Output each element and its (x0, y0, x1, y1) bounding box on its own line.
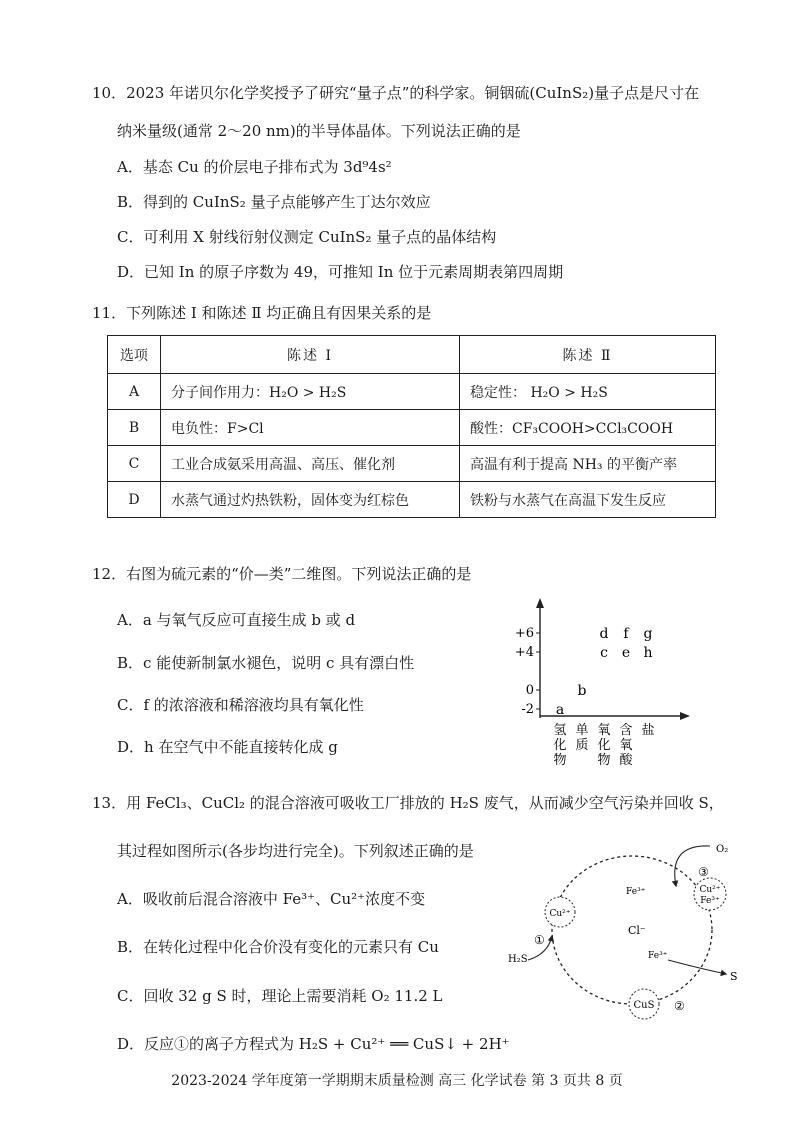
cu2-node-label: Cu²⁺ (549, 909, 571, 919)
x-category-label: 氢化物 (553, 723, 567, 768)
x-axis-arrow (680, 712, 690, 720)
y-tick-label: +4 (514, 645, 534, 660)
chart-point-h: h (643, 645, 653, 661)
q11-stem: 11．下列陈述 Ⅰ 和陈述 Ⅱ 均正确且有因果关系的是 (92, 304, 432, 322)
chart-point-d: d (599, 626, 609, 642)
table-row (108, 482, 716, 518)
q13-stem-line2: 其过程如图所示(各步均进行完全)。下列叙述正确的是 (117, 842, 474, 860)
o2-label: O₂ (716, 844, 729, 855)
table-cell-option: D (108, 482, 161, 518)
x-category-label: 含氧酸 (619, 723, 633, 768)
cl-label: Cl⁻ (628, 924, 646, 937)
table-cell-option: B (108, 410, 161, 446)
chart-point-b: b (577, 683, 587, 699)
table-cell-statement-2: 稳定性： H₂O > H₂S (460, 374, 716, 410)
page-footer: 2023-2024 学年度第一学期期末质量检测 高三 化学试卷 第 3 页共 8 页 (171, 1073, 623, 1089)
cu-fe-node-label-2: Fe³⁺ (700, 896, 720, 906)
x-category-label: 氧化物 (597, 723, 611, 768)
fe3-bottom-label: Fe³⁺ (648, 951, 668, 961)
table-cell-statement-2: 酸性：CF₃COOH>CCl₃COOH (460, 410, 716, 446)
q13-option-b[interactable]: B．在转化过程中化合价没有变化的元素只有 Cu (117, 938, 439, 956)
y-axis-arrow (536, 598, 544, 608)
chart-point-f: f (623, 626, 629, 642)
table-header-statement-1: 陈述 Ⅰ (161, 336, 460, 374)
q10-option-c[interactable]: C．可利用 X 射线衍射仪测定 CuInS₂ 量子点的晶体结构 (117, 228, 497, 246)
y-tick-label: 0 (525, 683, 534, 698)
y-tick-label: +6 (514, 626, 534, 641)
q12-stem: 12．右图为硫元素的“价—类”二维图。下列说法正确的是 (92, 565, 472, 583)
chart-point-e: e (621, 645, 631, 661)
q10-option-b[interactable]: B．得到的 CuInS₂ 量子点能够产生丁达尔效应 (117, 193, 431, 211)
table-header-statement-2: 陈述 Ⅱ (460, 336, 716, 374)
table-row (108, 410, 716, 446)
x-category-label: 盐 (641, 723, 655, 738)
step1-label: ① (534, 933, 545, 947)
q13-option-d[interactable]: D．反应①的离子方程式为 H₂S + Cu²⁺ ══ CuS↓ + 2H⁺ (117, 1035, 510, 1053)
q10-option-d[interactable]: D．已知 In 的原子序数为 49，可推知 In 位于元素周期表第四周期 (117, 263, 564, 281)
q12-option-c[interactable]: C．f 的浓溶液和稀溶液均具有氧化性 (117, 696, 364, 714)
q10-option-a[interactable]: A．基态 Cu 的价层电子排布式为 3d⁹4s² (117, 158, 392, 176)
step3-label: ③ (698, 865, 709, 879)
q12-option-a[interactable]: A．a 与氧气反应可直接生成 b 或 d (117, 611, 356, 629)
s-label: S (730, 970, 738, 983)
table-cell-statement-1: 水蒸气通过灼热铁粉，固体变为红棕色 (161, 482, 460, 518)
h2s-label: H₂S (508, 954, 528, 965)
table-cell-statement-2: 高温有利于提高 NH₃ 的平衡产率 (460, 446, 716, 482)
fe3-top-label: Fe³⁺ (626, 887, 646, 897)
table-row (108, 374, 716, 410)
y-tick-label: -2 (521, 702, 534, 717)
fe3-to-s-arrow (668, 960, 726, 974)
table-header-option: 选项 (108, 336, 161, 374)
q13-option-c[interactable]: C．回收 32 g S 时，理论上需要消耗 O₂ 11.2 L (117, 987, 443, 1005)
chart-point-c: c (600, 645, 608, 661)
step2-label: ② (674, 999, 685, 1013)
q12-option-d[interactable]: D．h 在空气中不能直接转化成 g (117, 738, 338, 756)
table-cell-statement-1: 电负性：F>Cl (161, 410, 460, 446)
q13-option-a[interactable]: A．吸收前后混合溶液中 Fe³⁺、Cu²⁺浓度不变 (117, 890, 426, 908)
valence-class-chart (500, 596, 700, 776)
table-cell-option: C (108, 446, 161, 482)
x-category-label: 单质 (575, 723, 589, 753)
cycle-diagram (498, 832, 762, 1024)
cu-fe-node-label-1: Cu²⁺ (699, 885, 721, 895)
table-cell-statement-1: 工业合成氨采用高温、高压、催化剂 (161, 446, 460, 482)
table-header-row (108, 336, 716, 374)
cus-node-label: CuS (633, 1000, 655, 1011)
q13-stem-line1: 13．用 FeCl₃、CuCl₂ 的混合溶液可吸收工厂排放的 H₂S 废气，从而减少空气污染并回收 S， (92, 794, 724, 812)
table-cell-statement-1: 分子间作用力：H₂O > H₂S (161, 374, 460, 410)
table-row (108, 446, 716, 482)
table-cell-option: A (108, 374, 161, 410)
q12-option-b[interactable]: B．c 能使新制氯水褪色，说明 c 具有漂白性 (117, 654, 415, 672)
q10-stem-line1: 10．2023 年诺贝尔化学奖授予了研究“量子点”的科学家。铜铟硫(CuInS₂)量子点是尺寸在 (92, 84, 700, 102)
q10-stem-line2: 纳米量级(通常 2～20 nm)的半导体晶体。下列说法正确的是 (117, 122, 521, 140)
chart-point-a: a (555, 702, 565, 718)
chart-point-g: g (643, 626, 653, 642)
q11-table (107, 335, 716, 518)
table-cell-statement-2: 铁粉与水蒸气在高温下发生反应 (460, 482, 716, 518)
